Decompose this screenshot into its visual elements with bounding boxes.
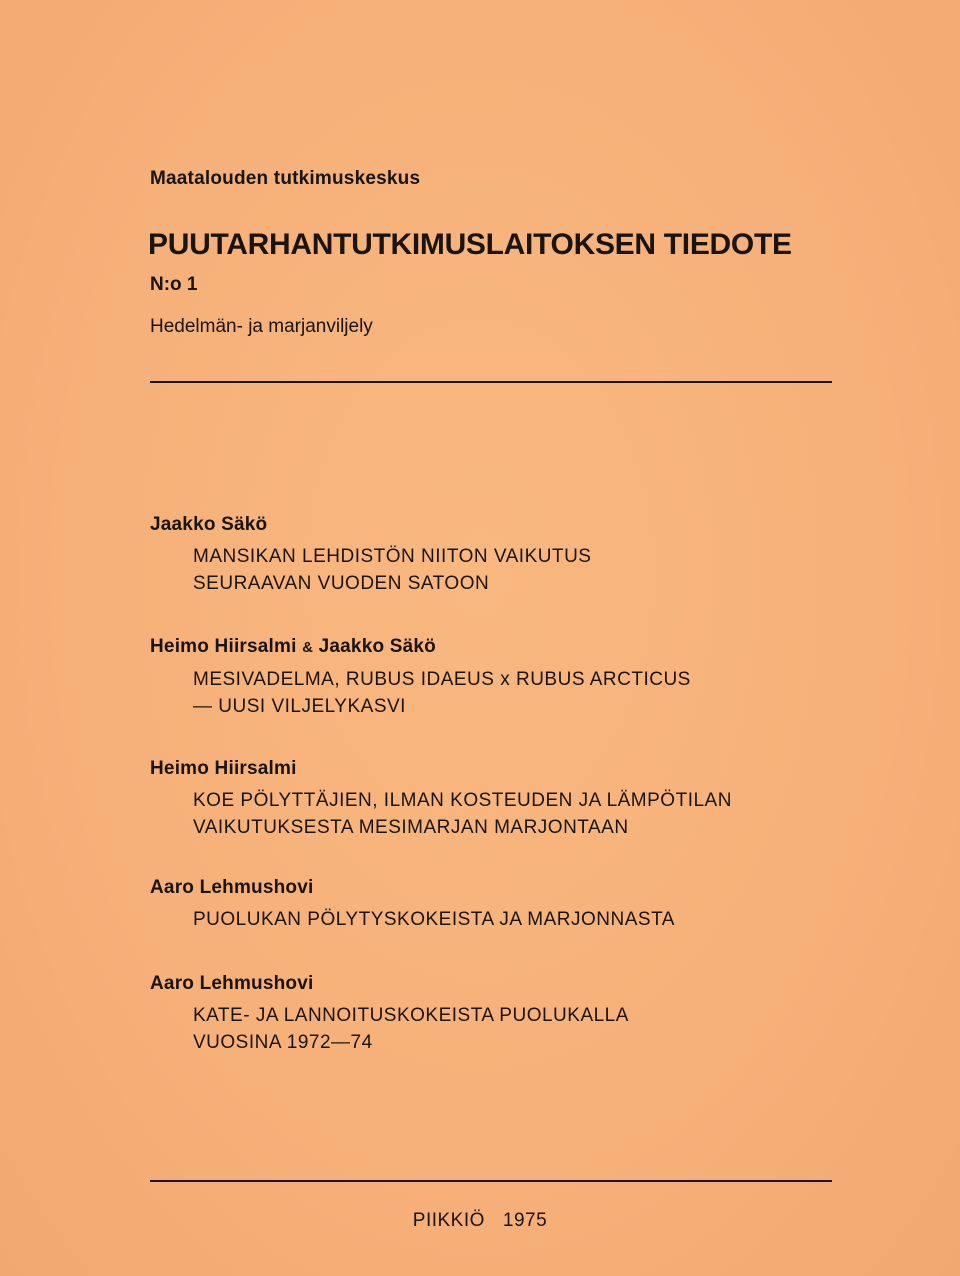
article-author: Heimo Hiirsalmi — [150, 758, 297, 779]
article-5 — [150, 972, 850, 1056]
imprint — [0, 1210, 960, 1232]
article-title — [193, 1002, 850, 1056]
article-1 — [150, 513, 850, 597]
article-3 — [150, 757, 850, 841]
article-author — [150, 635, 850, 660]
article-author: Jaakko Säkö — [150, 514, 268, 535]
article-title-line: KOE PÖLYTTÄJIEN, ILMAN KOSTEUDEN JA LÄMPÖTILAN — [193, 790, 732, 811]
author-separator: & — [302, 639, 314, 656]
article-author: Aaro Lehmushovi — [150, 877, 314, 898]
article-title-line: SEURAAVAN VUODEN SATOON — [193, 573, 490, 594]
article-author: Aaro Lehmushovi — [150, 973, 314, 994]
author-name: Jaakko Säkö — [318, 636, 436, 657]
article-title-line: KATE- JA LANNOITUSKOKEISTA PUOLUKALLA — [193, 1005, 629, 1026]
bottom-divider — [150, 1180, 832, 1182]
article-title — [193, 906, 850, 933]
top-divider — [150, 381, 832, 383]
imprint-year: 1975 — [502, 1210, 548, 1231]
institution-name: Maatalouden tutkimuskeskus — [150, 168, 421, 189]
article-title — [193, 543, 850, 597]
article-2 — [150, 635, 850, 720]
article-title — [193, 787, 850, 841]
article-title-line: MANSIKAN LEHDISTÖN NIITON VAIKUTUS — [193, 546, 592, 567]
subject-area: Hedelmän- ja marjanviljely — [150, 316, 373, 337]
article-title-line: VUOSINA 1972—74 — [193, 1032, 373, 1053]
series-title: PUUTARHANTUTKIMUSLAITOKSEN TIEDOTE — [148, 228, 792, 261]
article-title — [193, 666, 850, 720]
imprint-place: PIIKKIÖ — [412, 1210, 485, 1231]
article-4 — [150, 876, 850, 933]
article-title-line: MESIVADELMA, RUBUS IDAEUS x RUBUS ARCTICUS — [193, 669, 691, 690]
article-title-line: — UUSI VILJELYKASVI — [193, 696, 406, 717]
issue-number: N:o 1 — [150, 274, 198, 295]
article-title-line: PUOLUKAN PÖLYTYSKOKEISTA JA MARJONNASTA — [193, 909, 675, 930]
article-title-line: VAIKUTUKSESTA MESIMARJAN MARJONTAAN — [193, 817, 629, 838]
author-name: Heimo Hiirsalmi — [150, 636, 297, 657]
